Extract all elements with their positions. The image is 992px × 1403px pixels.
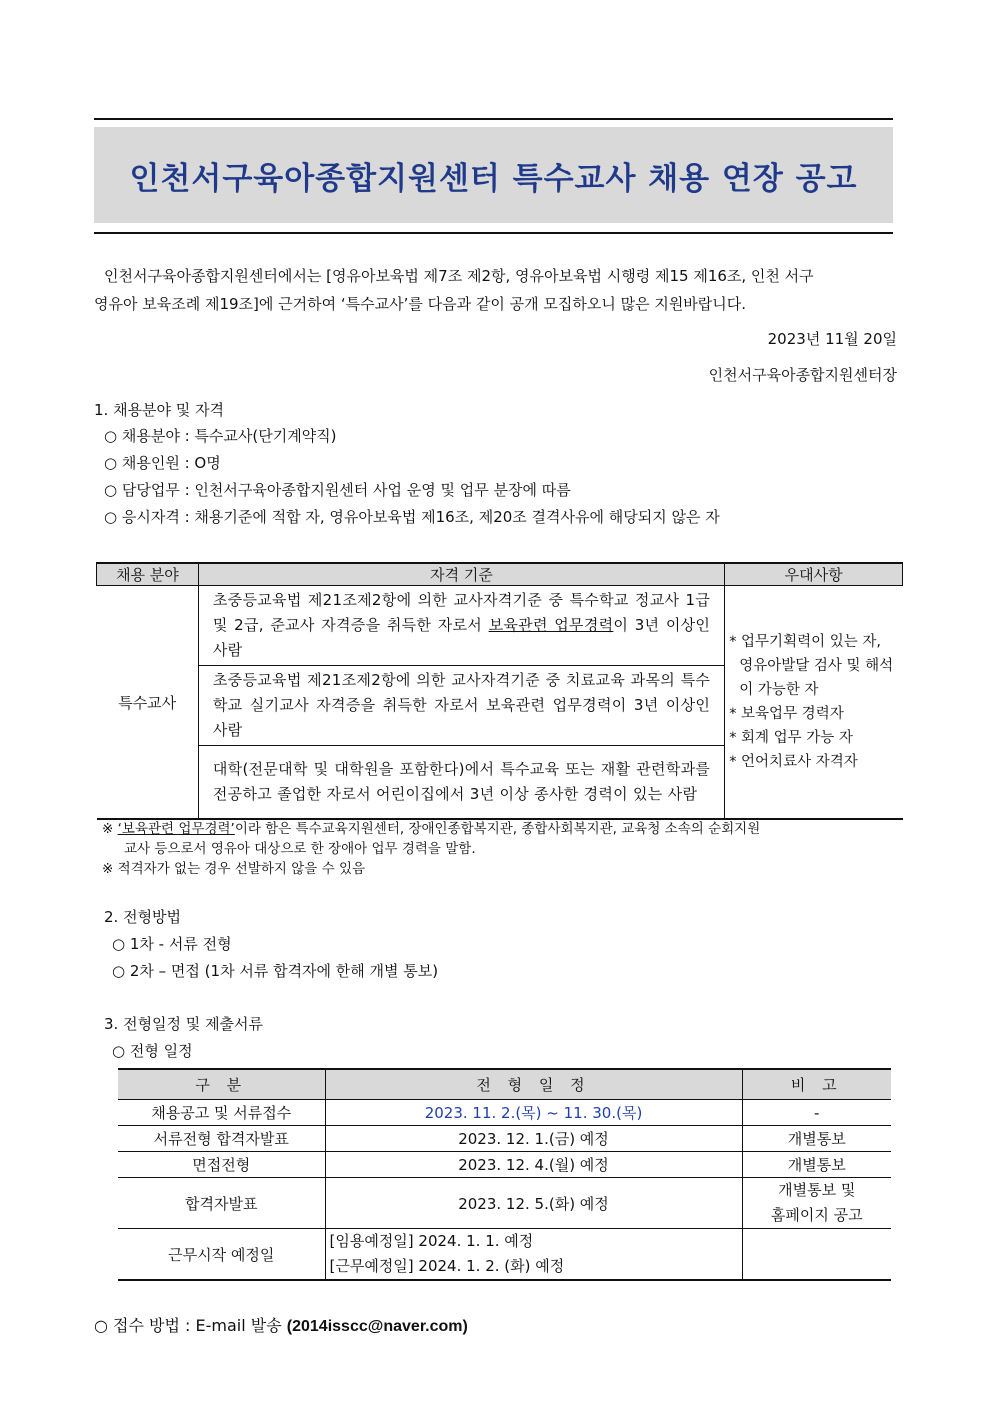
schedule-date-cell [325,1229,742,1281]
page-title: 인천서구육아종합지원센터 특수교사 채용 연장 공고 [129,160,858,197]
section2-item: ○ 2차 – 면접 (1차 서류 합격자에 한해 개별 통보) [112,962,439,980]
schedule-remark: 홈페이지 공고 [770,1206,863,1224]
note-1 [102,820,902,839]
qual-criteria-1-underlined: 보육관련 업무경력 [488,616,614,634]
section1-item: ○ 채용인원 : O명 [104,454,221,472]
receipt-email: (2014isscc@naver.com) [286,1318,468,1335]
section2-item: ○ 1차 - 서류 전형 [112,935,232,953]
section1-item: ○ 담당업무 : 인천서구육아종합지원센터 사업 운영 및 업무 분장에 따름 [104,481,571,499]
preference-item: * 언어치료사 자격자 [729,754,858,770]
section1-item: ○ 채용분야 : 특수교사(단기계약직) [104,427,337,445]
preference-item: * 회계 업무 가능 자 [729,730,853,746]
preference-item: * 업무기획력이 있는 자, 영유아발달 검사 및 해석이 가능한 자 [729,634,894,698]
schedule-category: 채용공고 및 서류접수 [118,1100,325,1126]
section3-sub: ○ 전형 일정 [112,1042,193,1060]
schedule-remark: - [742,1100,891,1126]
schedule-remark: 개별통보 및 [778,1181,856,1199]
issuer: 인천서구육아종합지원센터장 [708,366,897,384]
qual-criteria-3: 대학(전문대학 및 대학원을 포함한다)에서 특수교육 또는 재활 관련학과를 전공하고 졸업한 자로서 어린이집에서 3년 이상 종사한 경력이 있는 사람 [212,760,711,803]
schedule-remark [742,1229,891,1281]
qual-criteria-1: 초중등교육법 제21조제2항에 의한 교사자격기준 중 특수학교 정교사 1급 및 2급, 준교사 자격증을 취득한 자로서 [212,591,711,634]
section3-heading: 3. 전형일정 및 제출서류 [104,1015,264,1033]
schedule-date: 2023. 12. 5.(화) 예정 [325,1178,742,1229]
note-1-term: ‘보육관련 업무경력’ [117,821,235,837]
section1-item: ○ 응시자격 : 채용기준에 적합 자, 영유아보육법 제16조, 제20조 결격사유에 해당되지 않은 자 [104,508,720,526]
schedule-table [118,1068,891,1281]
schedule-date: [임용예정일] 2024. 1. 1. 예정 [329,1232,534,1250]
schedule-date: [근무예정일] 2024. 1. 2. (화) 예정 [329,1257,565,1275]
schedule-remark: 개별통보 [742,1152,891,1178]
intro-line-2: 영유아 보육조례 제19조]에 근거하여 ‘특수교사’를 다음과 같이 공개 모집하오니 많은 지원바랍니다. [94,295,747,313]
announcement-date: 2023년 11월 20일 [767,330,897,348]
schedule-category: 서류전형 합격자발표 [118,1126,325,1152]
schedule-header-category: 구 분 [118,1069,325,1100]
note-1-text: 이라 함은 특수교육지원센터, 장애인종합복지관, 종합사회복지관, 교육청 소속의 순회지원 [234,821,761,837]
schedule-category: 근무시작 예정일 [118,1229,325,1281]
qualification-table [96,562,903,820]
intro-line-1: 인천서구육아종합지원센터에서는 [영유아보육법 제7조 제2항, 영유아보육법 시행령 제15 제16조, 인천 서구 [104,267,814,285]
qual-criteria-cell [198,586,724,666]
receipt-label: ○ 접수 방법 : E-mail 발송 [94,1316,287,1335]
schedule-header-remark: 비 고 [742,1069,891,1100]
qual-criteria-cell [198,666,724,746]
qual-criteria-1-end: 이 3년 이상인 사람 [212,616,711,659]
section1-heading: 1. 채용분야 및 자격 [94,401,225,419]
table-row [118,1178,891,1229]
qual-header-field: 채용 분야 [97,563,199,586]
qual-criteria-2: 초중등교육법 제21조제2항에 의한 교사자격기준 중 치료교육 과목의 특수학교 실기교사 자격증을 취득한 자로서 보육관련 업무경력이 3년 이상인 사람 [212,671,711,739]
table-row [118,1126,891,1152]
schedule-remark: 개별통보 [742,1126,891,1152]
section2-heading: 2. 전형방법 [104,908,182,926]
table-row [118,1229,891,1281]
qual-criteria-cell [198,746,724,820]
schedule-date: 2023. 12. 1.(금) 예정 [325,1126,742,1152]
qual-header-criteria: 자격 기준 [198,563,724,586]
qual-header-preference: 우대사항 [725,563,903,586]
preference-item: * 보육업무 경력자 [729,706,844,722]
note-mark: ※ [102,821,118,837]
note-1-line2: 교사 등으로서 영유아 대상으로 한 장애아 업무 경력을 말함. [124,841,476,857]
title-bottom-rule [94,232,893,234]
schedule-remark-cell [742,1178,891,1229]
schedule-header-schedule: 전 형 일 정 [325,1069,742,1100]
note-2: ※ 적격자가 없는 경우 선발하지 않을 수 있음 [102,861,366,877]
schedule-date: 2023. 11. 2.(목) ~ 11. 30.(목) [325,1100,742,1126]
schedule-category: 합격자발표 [118,1178,325,1229]
schedule-category: 면접전형 [118,1152,325,1178]
table-row [118,1152,891,1178]
receipt-method [94,1313,468,1336]
table-row [118,1100,891,1126]
qual-preference-cell [725,586,903,820]
qual-field: 특수교사 [118,693,177,712]
schedule-date: 2023. 12. 4.(월) 예정 [325,1152,742,1178]
qual-field-cell [97,586,199,820]
top-rule [94,118,893,120]
title-banner [94,127,893,223]
